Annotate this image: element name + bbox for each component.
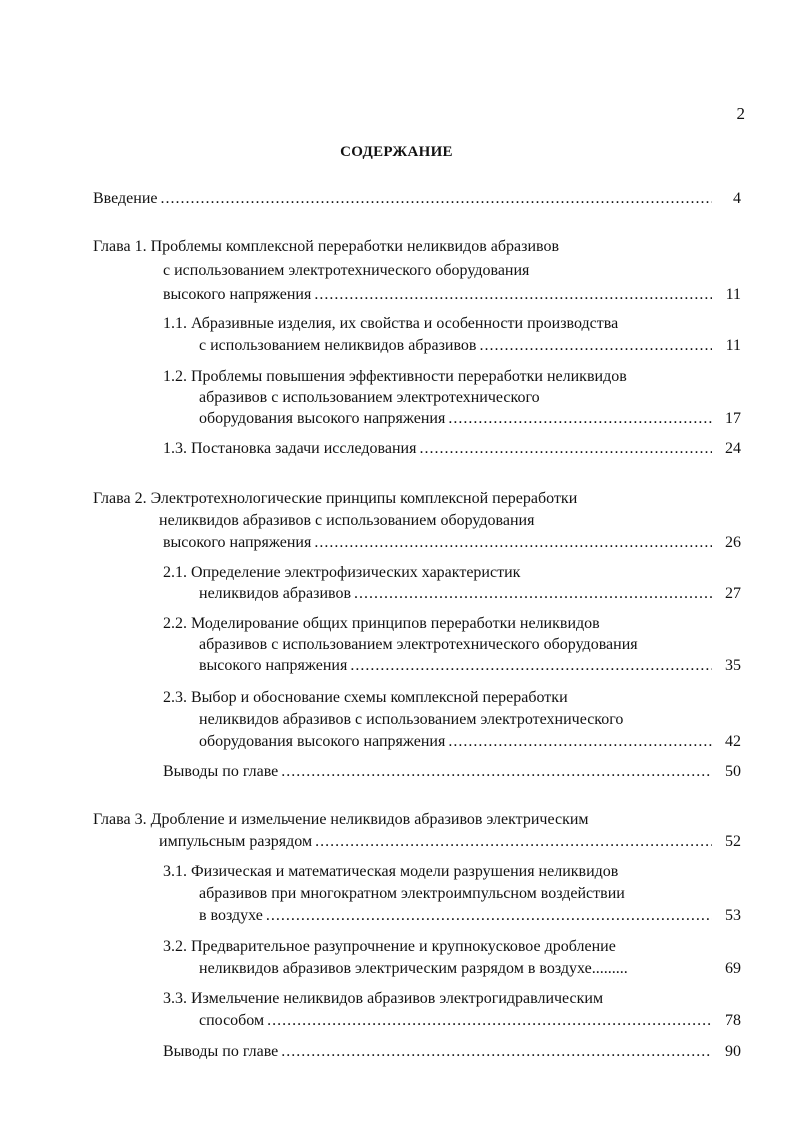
toc-entry-label: импульсным разрядом [159, 833, 313, 850]
toc-entry-label: Введение [93, 190, 158, 207]
toc-section-2-3[interactable] [199, 732, 741, 752]
dot-leader [281, 1042, 712, 1062]
toc-chapter-3-line-1: Глава 3. Дробление и измельчение неликвидов абразивов электрическим [93, 811, 589, 828]
toc-section-3-1-line-1: 3.1. Физическая и математическая модели разрушения неликвидов [163, 863, 619, 880]
toc-chapter-3-conclusions[interactable] [163, 1042, 741, 1062]
toc-entry-page: 52 [725, 833, 741, 850]
toc-entry-page: 78 [725, 1012, 741, 1029]
toc-section-1-2[interactable] [199, 409, 741, 429]
toc-entry-intro[interactable] [93, 189, 741, 209]
toc-section-3-3[interactable] [199, 1011, 741, 1031]
toc-chapter-1-line-1: Глава 1. Проблемы комплексной переработки неликвидов абразивов [93, 238, 560, 255]
toc-entry-page: 50 [725, 763, 741, 780]
toc-entry-label: оборудования высокого напряжения [199, 733, 446, 750]
toc-entry-page: 11 [725, 286, 741, 303]
toc-entry-label: с использованием неликвидов абразивов [199, 337, 477, 354]
page-title: СОДЕРЖАНИЕ [340, 144, 453, 160]
dot-leader [315, 832, 712, 852]
dot-leader [266, 906, 712, 926]
dot-leader [448, 732, 712, 752]
toc-chapter-2-line-1: Глава 2. Электротехнологические принципы комплексной переработки [93, 490, 578, 507]
page-number: 2 [736, 104, 745, 123]
toc-chapter-2[interactable] [163, 533, 741, 553]
toc-entry-label: в воздухе [199, 907, 263, 924]
toc-section-2-2-line-1: 2.2. Моделирование общих принципов переработки неликвидов [163, 615, 600, 632]
toc-section-3-2[interactable] [199, 959, 741, 979]
toc-entry-page: 26 [725, 534, 741, 551]
toc-section-3-2-line-1: 3.2. Предварительное разупрочнение и крупнокусковое дробление [163, 938, 616, 955]
toc-entry-label: высокого напряжения [163, 534, 312, 551]
toc-entry-label: оборудования высокого напряжения [199, 410, 446, 427]
toc-entry-page: 27 [725, 585, 741, 602]
toc-section-3-1-line-2: абразивов при многократном электроимпульсном воздействии [199, 885, 625, 902]
toc-section-2-1[interactable] [199, 584, 741, 604]
dot-leader [350, 656, 712, 676]
toc-section-3-3-line-1: 3.3. Измельчение неликвидов абразивов электрогидравлическим [163, 990, 604, 1007]
dot-leader [281, 762, 712, 782]
toc-section-1-2-line-2: абразивов с использованием электротехнического [199, 389, 540, 406]
toc-entry-label: Выводы по главе [163, 763, 279, 780]
toc-section-2-2-line-2: абразивов с использованием электротехнического оборудования [199, 636, 638, 653]
toc-section-2-2[interactable] [199, 656, 741, 676]
toc-section-2-1-line-1: 2.1. Определение электрофизических характеристик [163, 564, 521, 581]
toc-entry-label: высокого напряжения [163, 286, 312, 303]
dot-leader [419, 439, 712, 459]
toc-chapter-1[interactable] [163, 285, 741, 305]
toc-entry-page: 35 [725, 657, 741, 674]
toc-entry-label: неликвидов абразивов электрическим разрядом в воздухе......... [199, 960, 628, 977]
toc-entry-label: высокого напряжения [199, 657, 348, 674]
toc-section-1-1-line-1: 1.1. Абразивные изделия, их свойства и особенности производства [163, 315, 619, 332]
toc-section-1-1[interactable] [199, 336, 741, 356]
dot-leader [314, 533, 712, 553]
toc-entry-page: 17 [725, 410, 741, 427]
toc-section-2-3-line-2: неликвидов абразивов с использованием электротехнического [199, 711, 624, 728]
toc-entry-label: Выводы по главе [163, 1043, 279, 1060]
toc-section-2-3-line-1: 2.3. Выбор и обоснование схемы комплексной переработки [163, 689, 568, 706]
toc-chapter-1-line-2: с использованием электротехнического оборудования [163, 262, 530, 279]
toc-entry-page: 42 [725, 733, 741, 750]
toc-entry-page: 11 [725, 337, 741, 354]
dot-leader [314, 285, 712, 305]
toc-entry-page: 90 [725, 1043, 741, 1060]
toc-chapter-2-conclusions[interactable] [163, 762, 741, 782]
toc-entry-page: 4 [733, 190, 741, 207]
toc-section-1-3[interactable] [163, 439, 741, 459]
toc-entry-page: 69 [725, 960, 741, 977]
toc-section-1-2-line-1: 1.2. Проблемы повышения эффективности переработки неликвидов [163, 368, 627, 385]
toc-chapter-2-line-2: неликвидов абразивов с использованием оборудования [159, 512, 535, 529]
dot-leader [448, 409, 712, 429]
toc-section-3-1[interactable] [199, 906, 741, 926]
toc-entry-page: 24 [725, 440, 741, 457]
dot-leader [479, 336, 712, 356]
dot-leader [267, 1011, 712, 1031]
toc-entry-page: 53 [725, 907, 741, 924]
toc-entry-label: способом [199, 1012, 265, 1029]
toc-chapter-3[interactable] [159, 832, 741, 852]
toc-entry-label: 1.3. Постановка задачи исследования [163, 440, 417, 457]
dot-leader [161, 189, 713, 209]
dot-leader [354, 584, 712, 604]
toc-entry-label: неликвидов абразивов [199, 585, 352, 602]
